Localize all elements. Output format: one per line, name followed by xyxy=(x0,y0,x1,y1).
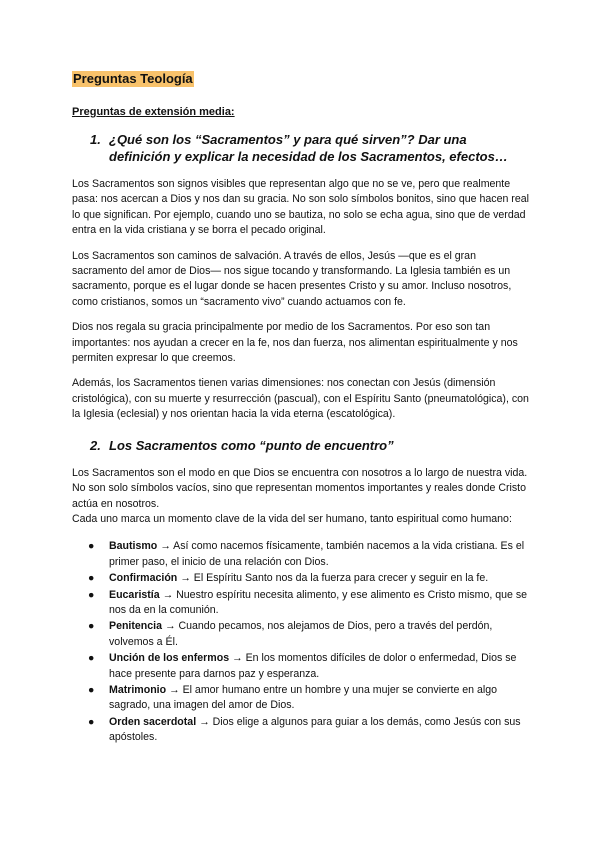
list-item xyxy=(88,651,530,682)
bullet: ● xyxy=(88,620,95,633)
question-text: Los Sacramentos como “punto de encuentro” xyxy=(109,437,394,453)
bullet: ● xyxy=(88,715,95,728)
sacrament-description: → El Espíritu Santo nos da la fuerza para crecer y seguir en la fe. xyxy=(177,572,489,585)
list-item xyxy=(88,619,530,650)
question-number: 1. xyxy=(90,132,101,147)
sacrament-term: Penitencia xyxy=(109,620,162,633)
paragraph: Además, los Sacramentos tienen varias dimensiones: nos conectan con Jesús (dimensión cristológica), con su muerte y resurrección (pascual), con el Espíritu Santo (pneumatológica), con la Iglesia (eclesial) y nos orientan hacia la vida eterna (escatológica). xyxy=(72,377,529,421)
sacrament-term: Unción de los enfermos xyxy=(109,652,230,665)
sacrament-term: Orden sacerdotal xyxy=(109,715,197,728)
list-item xyxy=(88,683,530,714)
sacrament-description: → Así como nacemos físicamente, también nacemos a la vida cristiana. Es el primer paso, el inicio de una relación con Dios. xyxy=(109,540,525,568)
sacrament-term: Bautismo xyxy=(109,540,158,553)
question-number: 2. xyxy=(90,437,101,453)
bullet: ● xyxy=(88,588,95,601)
bullet: ● xyxy=(88,540,95,553)
bullet: ● xyxy=(88,683,95,696)
sacrament-description: → Nuestro espíritu necesita alimento, y ese alimento es Cristo mismo, que se nos da en la comunión. xyxy=(109,588,528,616)
sacrament-term: Matrimonio xyxy=(109,683,167,696)
sacrament-description: → En los momentos difíciles de dolor o enfermedad, Dios se hace presente para darnos paz y esperanza. xyxy=(109,652,517,680)
paragraph: Cada uno marca un momento clave de la vida del ser humano, tanto espiritual como humano: xyxy=(72,512,512,525)
paragraph: Los Sacramentos son signos visibles que representan algo que no se ve, pero que realmente pasa: nos acercan a Dios y nos dan su gracia. No son solo símbolos bonitos, sino que hacen real lo que significan. Por ejemplo, cuando uno se bautiza, no solo se echa agua, sino que de verdad entra en la vida cristiana y se borra el pecado original. xyxy=(72,178,529,237)
list-item xyxy=(88,571,530,586)
page-title: Preguntas Teología xyxy=(73,71,193,86)
list-item xyxy=(88,539,530,570)
section-subtitle: Preguntas de extensión media: xyxy=(72,106,235,118)
sacrament-description: → Dios elige a algunos para guiar a los demás, como Jesús con sus apóstoles. xyxy=(109,715,521,744)
sacrament-term: Confirmación xyxy=(109,572,178,585)
paragraph: Los Sacramentos son caminos de salvación. A través de ellos, Jesús —que es el gran sacramento del amor de Dios— nos sigue tocando y transformando. La Iglesia también es un sacramento, porque es el lugar donde se hacen presentes Cristo y su amor. Incluso nosotros, como cristianos, somos un “sacramento vivo” cuando actuamos con fe. xyxy=(72,249,512,308)
paragraph: Los Sacramentos son el modo en que Dios se encuentra con nosotros a lo largo de nuestra vida. No son solo símbolos vacíos, sino que representan momentos importantes y reales donde Cristo actúa en nosotros. xyxy=(72,466,528,510)
sacrament-term: Eucaristía xyxy=(109,588,160,601)
sacrament-description: → El amor humano entre un hombre y una mujer se convierte en algo sagrado, una imagen del amor de Dios. xyxy=(109,683,498,712)
bullet: ● xyxy=(88,572,95,585)
paragraph: Dios nos regala su gracia principalmente por medio de los Sacramentos. Por eso son tan importantes: nos ayudan a crecer en la fe, nos dan fuerza, nos alimentan espiritualmente y nos permiten expresar lo que creemos. xyxy=(72,321,518,365)
question-heading-1 xyxy=(90,131,530,165)
question-text: ¿Qué son los “Sacramentos” y para qué sirven”? Dar una definición y explicar la necesidad de los Sacramentos, efectos… xyxy=(109,132,508,164)
sacrament-description: → Cuando pecamos, nos alejamos de Dios, pero a través del perdón, volvemos a Él. xyxy=(109,620,493,648)
list-item xyxy=(88,715,530,746)
question-heading-2 xyxy=(90,437,530,454)
sacraments-list xyxy=(72,539,530,745)
bullet: ● xyxy=(88,652,95,665)
list-item xyxy=(88,588,530,619)
